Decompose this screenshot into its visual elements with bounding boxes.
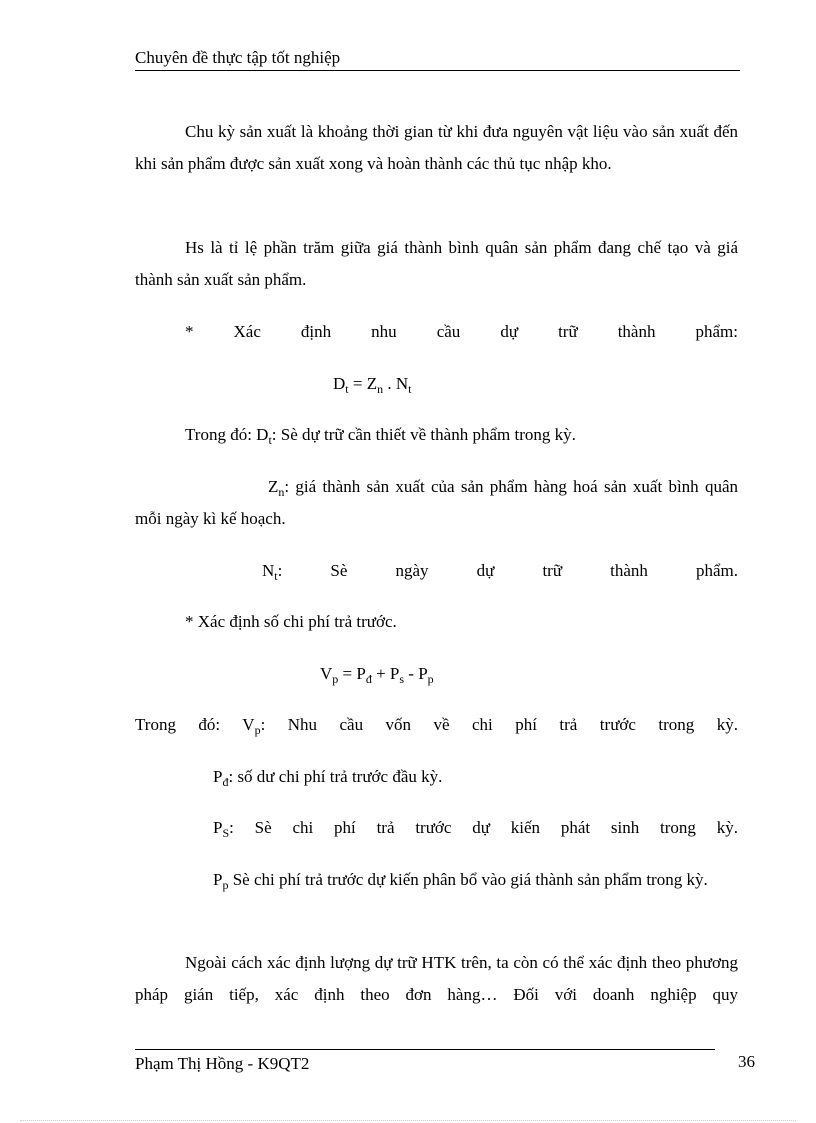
page-number: 36 <box>738 1052 755 1071</box>
definition-ps: $P_S$: Sè chi phí trả trước dự kiến phát sinh trong kỳ. <box>213 818 738 840</box>
formula-vp: $V_p = P_đ + P_s - P_p$ <box>320 664 434 686</box>
definition-pp: $P_p$ Sè chi phí trả trước dự kiến phân bổ vào giá thành sản phẩm trong kỳ. <box>213 870 708 892</box>
paragraph-hs-ratio: Hs là tỉ lệ phần trăm giữa giá thành bình quân sản phẩm đang chế tạo và giá thành sản xuất sản phẩm. <box>135 238 738 289</box>
definition-nt: $N_t$: Sè ngày dự trữ thành phẩm. <box>262 561 738 583</box>
definition-vp: Trong đó: $V_p$: Nhu cầu vốn về chi phí trả trước trong kỳ. <box>135 715 738 737</box>
page-bottom-border <box>20 1120 796 1121</box>
definition-zn: $Z_n$: giá thành sản xuất của sản phẩm hàng hoá sản xuất bình quân mỗi ngày kì kế hoạch. <box>135 477 738 528</box>
paragraph-production-cycle: Chu kỳ sản xuất là khoảng thời gian từ khi đưa nguyên vật liệu vào sản xuất đến khi sản phẩm được sản xuất xong và hoàn thành các thủ tục nhập kho. <box>135 122 738 173</box>
definition-pd: $P_đ$: số dư chi phí trả trước đầu kỳ. <box>213 767 443 789</box>
footer-divider <box>135 1049 715 1050</box>
page-header: Chuyên đề thực tập tốt nghiệp <box>135 48 740 71</box>
footer-author: Phạm Thị Hồng - K9QT2 <box>135 1054 310 1073</box>
heading-prepaid-costs: * Xác định số chi phí trả trước. <box>185 612 397 631</box>
formula-dt: $D_t = Z_n$ . $N_t$ <box>333 374 412 396</box>
definition-dt: Trong đó: $D_t$: Sè dự trữ cần thiết về thành phẩm trong kỳ. <box>185 425 576 447</box>
heading-finished-goods: * Xác định nhu cầu dự trữ thành phẩm: <box>185 322 738 341</box>
paragraph-other-methods: Ngoài cách xác định lượng dự trữ HTK trên, ta còn có thể xác định theo phương pháp gián tiếp, xác định theo đơn hàng… Đối với doanh nghiệp quy <box>135 953 738 1004</box>
